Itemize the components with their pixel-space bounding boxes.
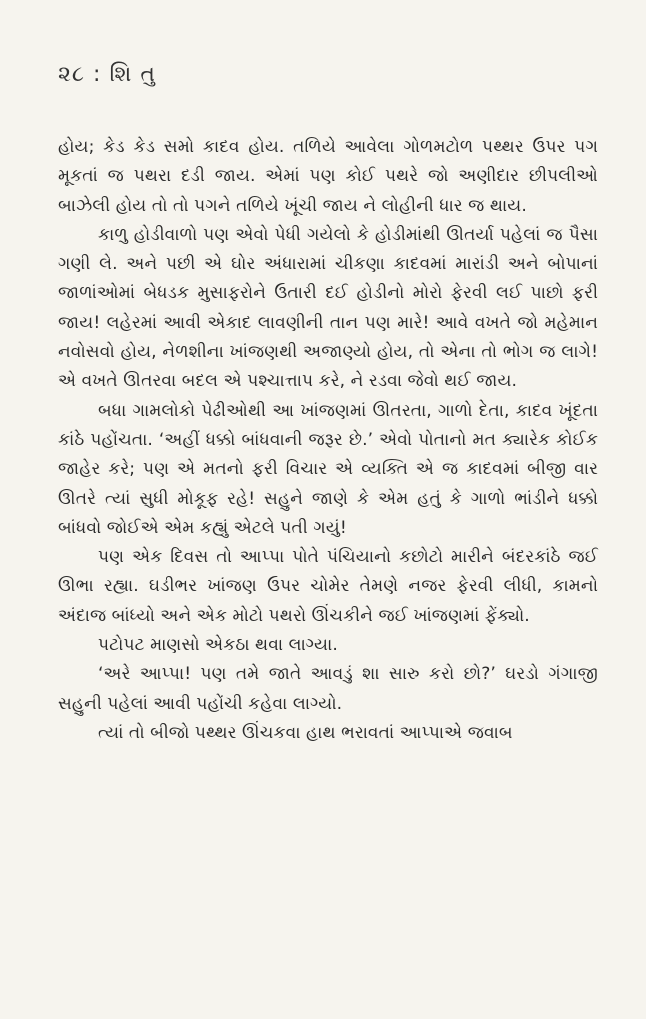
- page-number: ૨૮: [58, 62, 86, 87]
- paragraph-5: પટોપટ માણસો એકઠા થવા લાગ્યા.: [98, 635, 338, 656]
- paragraph-1: હોય; કેડ કેડ સમો કાદવ હોય. તળિયે આવેલા ગોળમટોળ પથ્થર ઉપર પગ મૂકતાં જ પથરા દડી જાય. એમાં પણ કોઈ પથરે જો અણીદાર છીપલીઓ બાઝેલી હોય તો તો પગને તળિયે ખૂંચી જાય ને લોહીની ધાર જ થાય.: [58, 137, 598, 216]
- paragraph-6: ‘અરે આપ્પા! પણ તમે જાતે આવડું શા સારુ કરો છો?’ ઘરડો ગંગાજી સહુની પહેલાં આવી પહોંચી કહેવા લાગ્યો.: [58, 664, 598, 714]
- header-separator: :: [93, 62, 102, 87]
- body-text: [58, 133, 598, 748]
- paragraph-4: પણ એક દિવસ તો આપ્પા પોતે પંચિયાનો કછોટો મારીને બંદરકાંઠે જઈ ઊભા રહ્યા. ઘડીભર ખાંજણ ઉપર ચોમેર તેમણે નજર ફેરવી લીધી, કામનો અંદાજ બાંધ્યો અને એક મોટો પથરો ઊંચકીને જઈ ખાંજણમાં ફેંક્યો.: [58, 547, 598, 626]
- running-header: [58, 62, 156, 87]
- paragraph-3: બધા ગામલોકો પેઢીઓથી આ ખાંજણમાં ઊતરતા, ગાળો દેતા, કાદવ ખૂંદતા કાંઠે પહોંચતા. ‘અહીં ધક્કો બાંધવાની જરૂર છે.’ એવો પોતાનો મત ક્યારેક કોઈક જાહેર કરે; પણ એ મતનો ફરી વિચાર એ વ્યક્તિ એ જ કાદવમાં બીજી વાર ઊતરે ત્યાં સુધી મોકૂફ રહે! સહુને જાણે કે એમ હતું કે ગાળો ભાંડીને ધક્કો બાંધવો જોઈએ એમ કહ્યું એટલે પતી ગયું!: [58, 400, 598, 538]
- running-title: શિ તુ: [109, 62, 156, 87]
- paragraph-7: ત્યાં તો બીજો પથ્થર ઊંચકવા હાથ ભરાવતાં આપ્પાએ જવાબ: [98, 722, 513, 743]
- paragraph-2: કાળુ હોડીવાળો પણ એવો પેધી ગયેલો કે હોડીમાંથી ઊતર્યા પહેલાં જ પૈસા ગણી લે. અને પછી એ ઘોર અંધારામાં ચીકણા કાદવમાં મારાંડી અને બોપાનાં જાળાંઓમાં બેધડક મુસાફરોને ઉતારી દઈ હોડીનો મોરો ફેરવી લઈ પાછો ફરી જાય! લહેરમાં આવી એકાદ લાવણીની તાન પણ મારે! આવે વખતે જો મહેમાન નવોસવો હોય, નેળશીના ખાંજણથી અજાણ્યો હોય, તો એના તો ભોગ જ લાગે! એ વખતે ઊતરવા બદલ એ પશ્ચાત્તાપ કરે, ને રડવા જેવો થઈ જાય.: [58, 224, 598, 392]
